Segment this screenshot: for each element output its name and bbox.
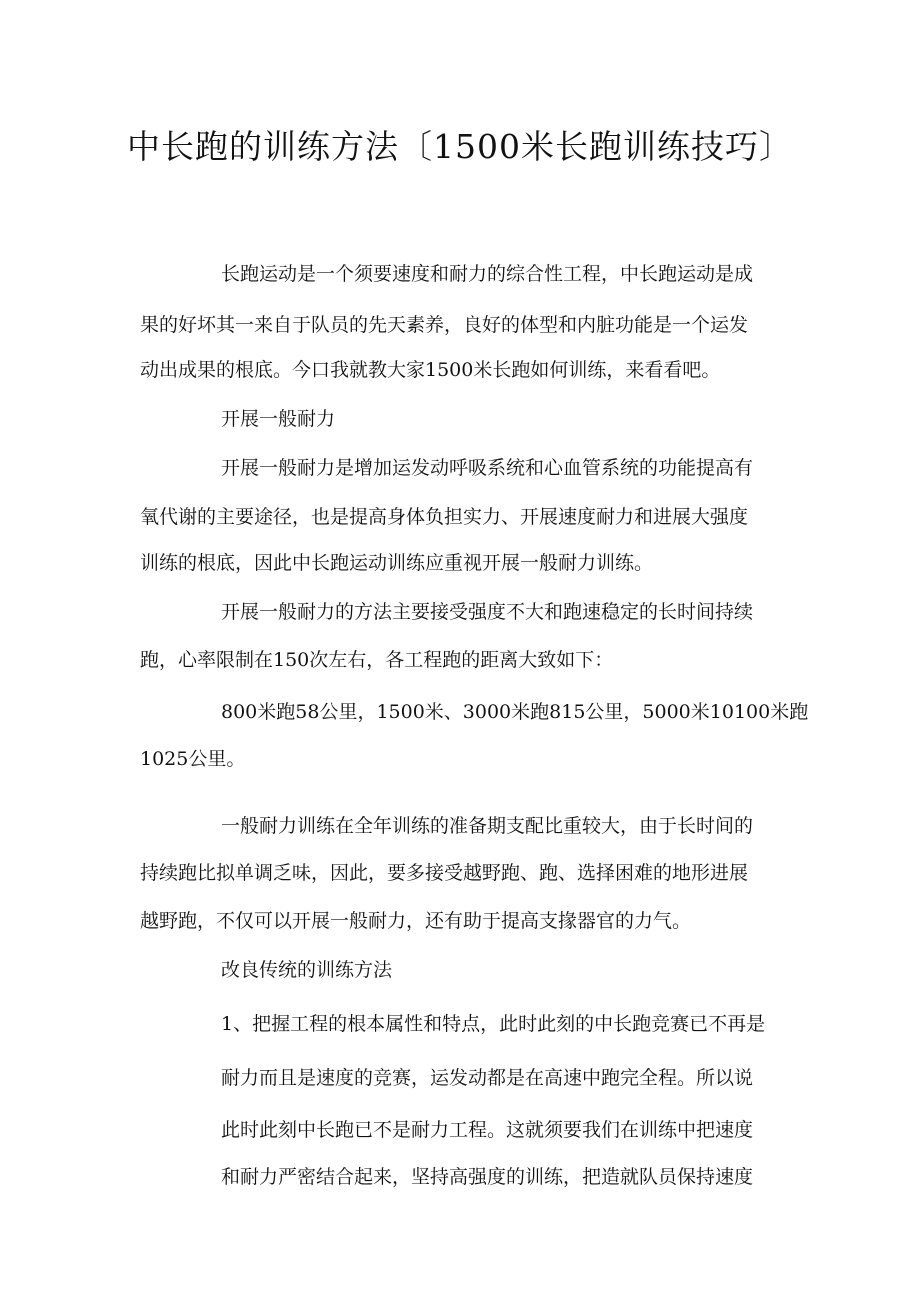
text-line: 训练的根底，因此中长跑运动训练应重视开展一般耐力训练。 [140,552,654,574]
text-line: 开展一般耐力 [221,408,336,430]
text-line: 改良传统的训练方法 [221,959,393,981]
text-line: 开展一般耐力的方法主要接受强度不大和跑速稳定的长时间持续 [221,601,754,623]
text-line: 此时此刻中长跑已不是耐力工程。这就须要我们在训练中把速度 [221,1119,754,1141]
text-line: 耐力而且是速度的竞赛，运发动都是在高速中跑完全程。所以说 [221,1067,754,1089]
document-title: 中长跑的训练方法〔1500米长跑训练技巧〕 [127,127,793,166]
text-line: 长跑运动是一个须要速度和耐力的综合性工程，中长跑运动是成 [221,263,754,285]
text-line: 持续跑比拟单调乏味，因此，要多接受越野跑、跑、选择困难的地形进展 [140,862,749,884]
text-line: 果的好坏其一来自于队员的先天素养，良好的体型和内脏功能是一个运发 [140,314,749,336]
text-line: 1、把握工程的根本属性和特点，此时此刻的中长跑竞赛已不再是 [221,1013,766,1035]
text-line: 越野跑，不仅可以开展一般耐力，还有助于提高支掾器官的力气。 [140,910,692,932]
text-line: 和耐力严密结合起来，坚持高强度的训练，把造就队员保持速度 [221,1166,754,1188]
text-line: 跑，心率限制在150次左右，各工程跑的距离大致如下： [140,649,614,671]
text-line: 800米跑58公里，1500米、3000米跑815公里，5000米10100米跑 [221,701,809,723]
text-line: 1025公里。 [140,748,246,770]
text-line: 氧代谢的主要途径，也是提高身体负担实力、开展速度耐力和进展大强度 [140,506,749,528]
text-line: 动出成果的根底。今口我就教大家1500米长跑如何训练，来看看吧。 [140,359,721,381]
text-line: 一般耐力训练在全年训练的准备期支配比重较大，由于长时间的 [221,815,754,837]
text-line: 开展一般耐力是增加运发动呼吸系统和心血管系统的功能提高有 [221,457,754,479]
